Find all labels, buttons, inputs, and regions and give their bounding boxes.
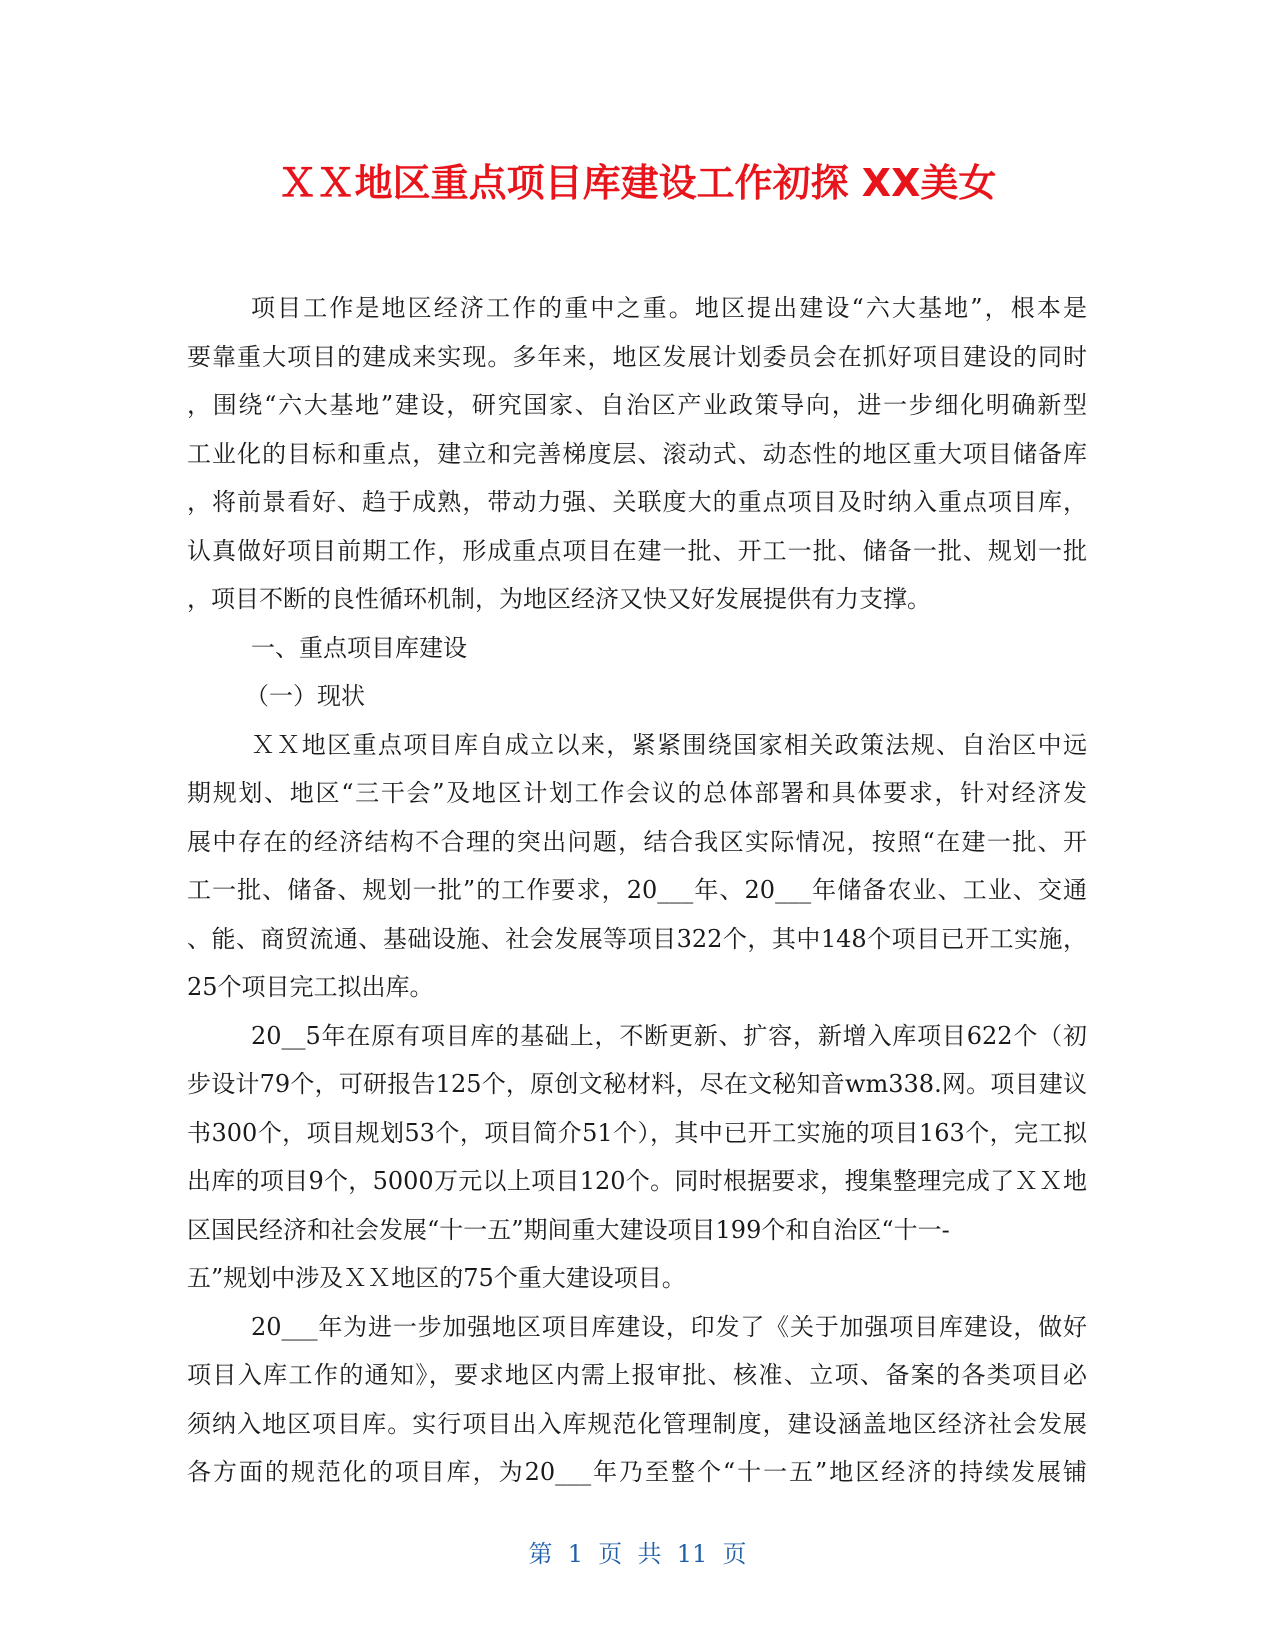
body-line: 书300个，项目规划53个，项目简介51个），其中已开工实施的项目163个，完工拟 xyxy=(187,1118,1087,1147)
body-line: 、能、商贸流通、基础设施、社会发展等项目322个，其中148个项目已开工实施， xyxy=(187,924,1087,953)
body-line: 25个项目完工拟出库。 xyxy=(187,973,434,1001)
body-line: ，围绕“六大基地”建设，研究国家、自治区产业政策导向，进一步细化明确新型 xyxy=(187,391,1087,419)
body-line: 一、重点项目库建设 xyxy=(251,633,467,662)
body-line: 20___年为进一步加强地区项目库建设，印发了《关于加强项目库建设，做好 xyxy=(251,1312,1087,1341)
body-line: 各方面的规范化的项目库，为20___年乃至整个“十一五”地区经济的持续发展铺 xyxy=(187,1458,1087,1486)
body-line: 须纳入地区项目库。实行项目出入库规范化管理制度，建设涵盖地区经济社会发展 xyxy=(187,1409,1087,1438)
body-line: 展中存在的经济结构不合理的突出问题，结合我区实际情况，按照“在建一批、开 xyxy=(187,827,1087,856)
body-line: 区国民经济和社会发展“十一五”期间重大建设项目199个和自治区“十一- xyxy=(187,1215,950,1244)
body-line: 期规划、地区“三干会”及地区计划工作会议的总体部署和具体要求，针对经济发 xyxy=(187,779,1087,807)
body-line: ＸＸ地区重点项目库自成立以来，紧紧围绕国家相关政策法规、自治区中远 xyxy=(251,730,1087,759)
body-line: 出库的项目9个，5000万元以上项目120个。同时根据要求，搜集整理完成了ＸＸ地 xyxy=(187,1167,1087,1195)
body-line: 认真做好项目前期工作，形成重点项目在建一批、开工一批、储备一批、规划一批 xyxy=(187,536,1087,565)
document-body xyxy=(187,284,1087,1497)
body-line: ，将前景看好、趋于成熟，带动力强、关联度大的重点项目及时纳入重点项目库， xyxy=(187,488,1087,516)
body-line: （一）现状 xyxy=(245,682,365,710)
document-title: ＸＸ地区重点项目库建设工作初探 XX美女 xyxy=(278,161,997,205)
body-line: 工一批、储备、规划一批”的工作要求，20___年、20___年储备农业、工业、交通 xyxy=(187,876,1087,904)
body-line: ，项目不断的良性循环机制，为地区经济又快又好发展提供有力支撑。 xyxy=(187,585,931,613)
body-line: 20__5年在原有项目库的基础上，不断更新、扩容，新增入库项目622个（初 xyxy=(251,1021,1087,1050)
body-line: 项目入库工作的通知》，要求地区内需上报审批、核准、立项、备案的各类项目必 xyxy=(187,1361,1087,1389)
body-line: 工业化的目标和重点，建立和完善梯度层、滚动式、动态性的地区重大项目储备库 xyxy=(187,439,1087,468)
body-line: 步设计79个，可研报告125个，原创文秘材料，尽在文秘知音wm338.网。项目建议 xyxy=(187,1070,1087,1098)
body-line: 要靠重大项目的建成来实现。多年来，地区发展计划委员会在抓好项目建设的同时 xyxy=(187,342,1087,371)
body-line: 项目工作是地区经济工作的重中之重。地区提出建设“六大基地”，根本是 xyxy=(251,294,1087,322)
page-footer: 第 1 页 共 11 页 xyxy=(528,1540,747,1568)
body-line: 五”规划中涉及ＸＸ地区的75个重大建设项目。 xyxy=(187,1264,686,1292)
